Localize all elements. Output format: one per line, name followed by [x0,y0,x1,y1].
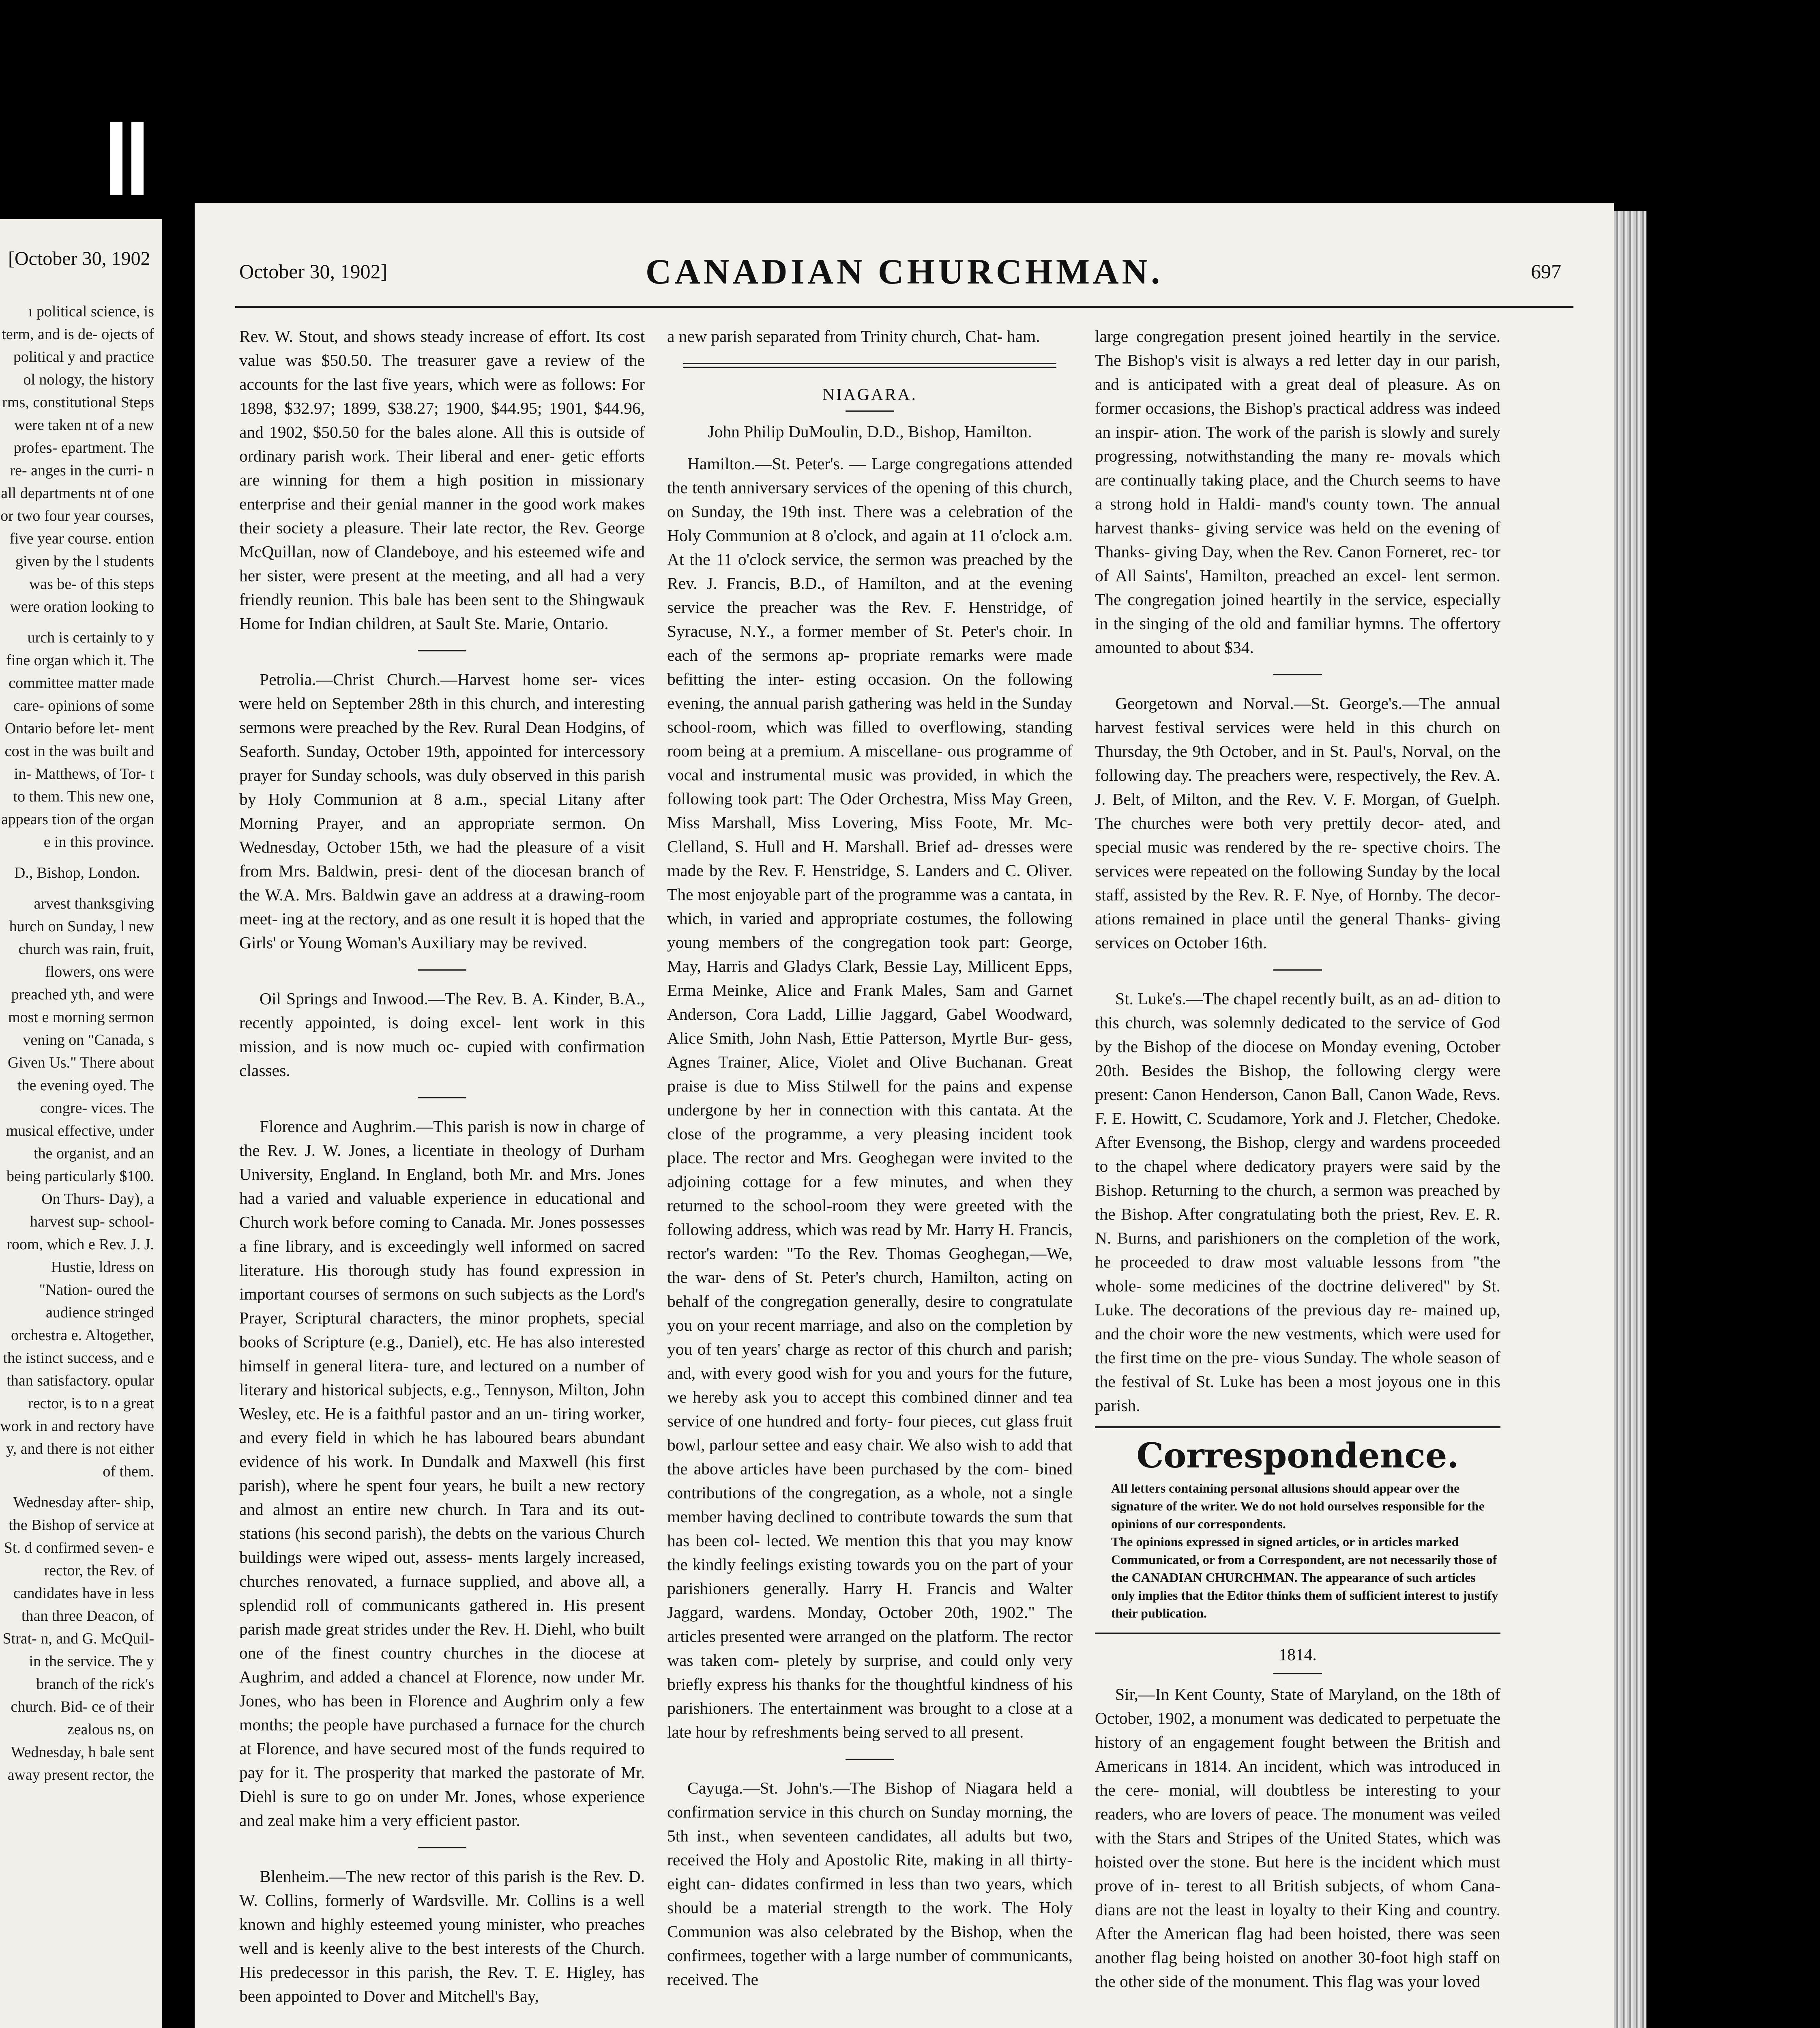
editorial-notice [1095,1479,1500,1622]
masthead-title: CANADIAN CHURCHMAN. [645,252,1163,292]
correspondence-title: Correspondence. [1136,1435,1459,1476]
separator [1095,1633,1500,1634]
newspaper-page [195,203,1614,2028]
article-paragraph: Cayuga.—St. John's.—The Bishop of Niagara held a confirmation service in this church on Sunday morning, the 5th inst., when seventeen candidates, all adults but two, received the Holy and Apostolic Rite, making in all thirty-eight can- didates confirmed in less than two years, which should be a material strength to the work. The Holy Communion was also celebrated by the Bishop, when the confirmees, together with a large number of communicants, received. The [667,1779,1073,1989]
separator [1273,1673,1322,1674]
article-paragraph: Oil Springs and Inwood.—The Rev. B. A. Kinder, B.A., recently appointed, is doing excel- lent work in this mission, and is now much oc- cupied with confirmation classes. [239,989,645,1080]
separator [1273,969,1322,971]
left-facing-page [0,219,162,2028]
notice-text: The opinions expressed in signed articles, or in articles marked Communicated, or from a Correspondent, are not necessarily those of the CANADIAN CHURCHMAN. The appearance of such articles only implies that the Editor thinks them of sufficient interest to justify their publication. [1111,1534,1498,1620]
section-rule [1095,1426,1500,1428]
separator [418,1847,466,1848]
separator [846,410,894,412]
article-paragraph: Hamilton.—St. Peter's. — Large congregations attended the tenth anniversary services of the opening of this church, on Sunday, the 19th inst. There was a celebration of the Holy Communion at 8 o'clock, and again at 11 o'clock a.m. At the 11 o'clock service, the sermon was preached by the Rev. J. Francis, B.D., of Hamilton, and at the evening service the preacher was the Rev. F. Henstridge, of Syracuse, N.Y., a former member of St. Peter's choir. In each of the sermons ap- propriate remarks were made befitting the inter- esting occasion. On the following evening, the annual parish gathering was held in the Sunday school-room, which was filled to overflowing, standing room being at a premium. A miscellane- ous programme of vocal and instrumental music was provided, in which the following took part: The Oder Orchestra, Miss May Green, Miss Marshall, Miss Lovering, Miss Foote, Mr. Mc- Clelland, S. Hull and H. Marshall. Brief ad- dresses were made by the Rev. F. Henstridge, S. Landers and C. Oliver. The most enjoyable part of the programme was a cantata, in which, in varied and appropriate costumes, the following young members of the congregation took part: George, May, Harris and Gladys Clark, Bessie Lay, Millicent Epps, Erma Meinke, Alice and Frank Males, Sam and Garnet Anderson, Cora Ladd, Lillie Jaggard, Gabel Woodward, Alice Smith, John Nash, Ettie Patterson, Myrtle Bur- gess, Agnes Trainer, Alice, Violet and Olive Buchanan. Great praise is due to Miss Stilwell for the pains and expense undergone by her in connection with this cantata. At the close of the programme, a very pleasing incident took place. The rector and Mrs. Geoghegan were invited to the adjoining cottage for a few minutes, and when they returned to the school-room they were greeted with the following address, which was read by Mr. Harry H. Francis, rector's warden: "To the Rev. Thomas Geoghegan,—We, the war- dens of St. Peter's church, Hamilton, acting on behalf of the congregation generally, desire to congratulate you on your recent marriage, and also on the completion by you of ten years' charge as rector of this church and parish; and, with every good wish for you and yours for the future, we hereby ask you to accept this combined dinner and tea service of one hundred and forty- four pieces, cut glass fruit bowl, parlour settee and easy chair. We also wish to add that the above articles have been purchased by the com- bined contributions of the congregation, as a whole, not a single member having declined to contribute towards the sum that has been col- lected. We mention this that you may know the kindly feelings existing towards you on the part of your parishioners generally. Harry H. Francis and Walter Jaggard, wardens. Monday, October 20th, 1902." The articles presented were arranged on the platform. The rector was taken com- pletely by surprise, and could only very briefly express his thanks for the thoughtful kindness of his parishioners. The entertainment was brought to a close at a late hour by refreshments being served to all present. [667,454,1073,1741]
separator [418,650,466,651]
page-edges [1614,211,1646,2028]
left-page-header: [October 30, 1902 [8,248,150,269]
double-rule [683,363,1056,368]
left-paragraph: arvest thanksgiving hurch on Sunday, l new church was rain, fruit, flowers, ons were preached yth, and were most e morning sermon vening on "Canada, s Given Us." There about the evening oyed. The congre- vices. The musical effective, under the organist, and an being particularly $100. On Thurs- Day), a harvest sup- school-room, which e Rev. J. J. Hustie, ldress on "Nation- oured the audience stringed orchestra e. Altogether, the istinct success, and e than satisfactory. opular rector, is to n a great work in and rectory have y, and there is not either of them. [0,895,154,1480]
separator [846,1759,894,1760]
page-number: 697 [1531,260,1561,283]
article-paragraph: large congregation present joined heartily in the service. The Bishop's visit is always a red letter day in our parish, and is anticipated with a great deal of pleasure. As on former occasions, the Bishop's practical address was indeed an inspir- ation. The work of the parish is slowly and surely progressing, notwithstanding the many re- movals which are continually taking place, and the Church seems to have a strong hold in Haldi- mand's county town. The annual harvest thanks- giving service was held on the evening of Thanks- giving Day, when the Rev. Canon Forneret, rec- tor of All Saints', Hamilton, preached an excel- lent sermon. The congregation joined heartily in the service, especially in the singing of the old and familiar hymns. The offertory amounted to about $34. [1095,327,1500,657]
notice-text: All letters containing personal allusions should appear over the signature of the writer. We do not hold ourselves responsible for the opinions of our correspondents. [1111,1481,1485,1531]
left-paragraph: urch is certainly to y fine organ which it. The committee matter made care- opinions of some Ontario before let- ment cost in the was built and in- Matthews, of Tor- t to them. This new one, appears tion of the organ e in this province. [1,629,154,851]
header-rule [235,306,1573,308]
article-paragraph: Blenheim.—The new rector of this parish is the Rev. D. W. Collins, formerly of Wardsville. Mr. Collins is a well known and highly esteemed young minister, who preaches well and is keenly alive to the best interests of the Church. His predecessor in this parish, the Rev. T. E. Higley, has been appointed to Dover and Mitchell's Bay, [239,1867,645,2005]
article-paragraph: Georgetown and Norval.—St. George's.—The annual harvest festival services were held in this church on Thursday, the 9th October, and in St. Paul's, Norval, on the following day. The preachers were, respectively, the Rev. A. J. Belt, of Milton, and the Rev. V. F. Morgan, of Guelph. The churches were both very prettily decor- ated, and special music was rendered by the re- spective choirs. The services were repeated on the following Sunday by the local staff, assisted by the Rev. R. F. Nye, of Hornby. The decor- ations remained in place until the general Thanks- giving services on October 16th. [1095,694,1500,952]
left-paragraph: Wednesday after- ship, the Bishop of service at St. d confirmed seven- e rector, the Rev. of candidates have in less than three Deacon, of Strat- n, and G. McQuil- in the service. The y branch of the rick's church. Bid- ce of their zealous ns, on Wednesday, h bale sent away present rector, the [2,1494,154,1783]
header-date: October 30, 1902] [239,260,388,283]
letter-paragraph: Sir,—In Kent County, State of Maryland, on the 18th of October, 1902, a monument was dedicated to perpetuate the history of an engagement fought between the British and Americans in 1814. An incident, which was introduced in the cere- monial, will doubtless be interesting to your readers, who are lovers of peace. The monument was veiled with the Stars and Stripes of the United States, which was hoisted over the stone. But here is the incident which must prove of in- terest to all British subjects, of whom Cana- dians are not the least in loyalty to their King and country. After the American flag had been hoisted, there was seen another flag being hoisted on another 30-foot high staff on the other side of the monument. This flag was your loved [1095,1685,1500,1991]
left-paragraph: ı political science, is term, and is de- ojects of political y and practice ol nology, the history rms, constitutional Steps were taken nt of a new profes- epartment. The re- anges in the curri- n all departments nt of one or two four year courses, five year course. ention given by the l students was be- of this steps were oration looking to [0,303,154,615]
letter-heading: 1814. [1279,1645,1317,1664]
column-3 [1095,324,1500,1994]
section-heading: NIAGARA. [822,385,917,404]
separator [1273,674,1322,675]
column-2 [667,324,1073,1991]
article-paragraph: Florence and Aughrim.—This parish is now in charge of the Rev. J. W. Jones, a licentiate in theology of Durham University, England. In England, both Mr. and Mrs. Jones had a varied and valuable experience in educational and Church work before coming to Canada. Mr. Jones possesses a fine library, and is exceedingly well informed on sacred literature. His thorough study has found expression in important courses of sermons on such subjects as the Lord's Prayer, Scriptural characters, the minor prophets, special books of Scripture (e.g., Daniel), etc. He has also interested himself in general litera- ture, and lectured on a number of literary and historical subjects, e.g., Tennyson, Milton, John Wesley, etc. He is a faithful pastor and an un- tiring worker, and every field in which he has laboured bears abundant evidence of his work. In Dundalk and Maxwell (his first parish), where he spent four years, he built a new rectory and almost an entire new church. In Tara and its out- stations (his second parish), the debts on the various Church buildings were wiped out, assess- ments largely increased, churches renovated, a furnace supplied, and above all, a splendid roll of communicants gathered in. His present parish made great strides under the Rev. H. Diehl, who built one of the finest country churches in the diocese at Aughrim, and added a chancel at Florence, now under Mr. Jones, who has been in Florence and Aughrim only a few months; the people have purchased a furnace for the church at Florence, and have secured most of the funds required to pay for it. The prosperity that marked the pastorate of Mr. Diehl is sure to go on under Mr. Jones, whose experience and zeal make him a very efficient pastor. [239,1117,645,1830]
film-mark [131,122,144,195]
column-1 [239,324,645,2008]
bishop-byline: John Philip DuMoulin, D.D., Bishop, Hamilton. [708,422,1032,441]
film-mark [110,122,122,195]
article-paragraph: a new parish separated from Trinity church, Chat- ham. [667,327,1040,346]
article-paragraph: St. Luke's.—The chapel recently built, as an ad- dition to this church, was solemnly dedicated to the service of God by the Bishop of the diocese on Monday evening, October 20th. Besides the Bishop, the following clergy were present: Canon Henderson, Canon Ball, Canon Wade, Revs. F. E. Howitt, C. Scudamore, York and J. Fletcher, Chedoke. After Evensong, the Bishop, clergy and wardens proceeded to the chapel where dedicatory prayers were said by the Bishop. Returning to the church, a sermon was preached by the Bishop. After congratulating both the priest, Rev. E. R. N. Burns, and parishioners on the completion of the work, he proceeded to draw most valuable lessons from "the whole- some medicines of the doctrine delivered" by St. Luke. The decorations of the previous day re- mained up, and the choir wore the new vestments, which were used for the first time on the pre- vious Sunday. The whole season of the festival of St. Luke has been a most joyous one in this parish. [1095,989,1500,1415]
separator [418,969,466,971]
article-paragraph: Petrolia.—Christ Church.—Harvest home ser- vices were held on September 28th in this church, and interesting sermons were preached by the Rev. Rural Dean Hodgins, of Seaforth. Sunday, October 19th, appointed for intercessory prayer for Sunday schools, was duly observed in this parish by Holy Communion at 8 a.m., special Litany after Morning Prayer, and an appropriate sermon. On Wednesday, October 15th, we had the pleasure of a visit from Mrs. Baldwin, presi- dent of the diocesan branch of the W.A. Mrs. Baldwin gave an address at a drawing-room meet- ing at the rectory, and as one result it is hoped that the Girls' or Young Woman's Auxiliary may be revived. [239,670,645,952]
left-page-column [0,300,154,1794]
left-paragraph: D., Bishop, London. [14,864,140,881]
article-paragraph: Rev. W. Stout, and shows steady increase of effort. Its cost value was $50.50. The treasurer gave a review of the accounts for the last five years, which were as follows: For 1898, $32.97; 1899, $38.27; 1900, $44.95; 1901, $44.96, and 1902, $50.50 for the bales alone. All this is outside of ordinary parish work. Their liberal and ener- getic efforts are winning for them a high position in missionary enterprise and their genial manner in the good work makes their society a pleasure. Their late rector, the Rev. George McQuillan, now of Clandeboye, and his esteemed wife and her sister, were present at the meeting, and all had a very friendly reunion. This bale has been sent to the Shingwauk Home for Indian children, at Sault Ste. Marie, Ontario. [239,327,645,633]
separator [418,1097,466,1098]
